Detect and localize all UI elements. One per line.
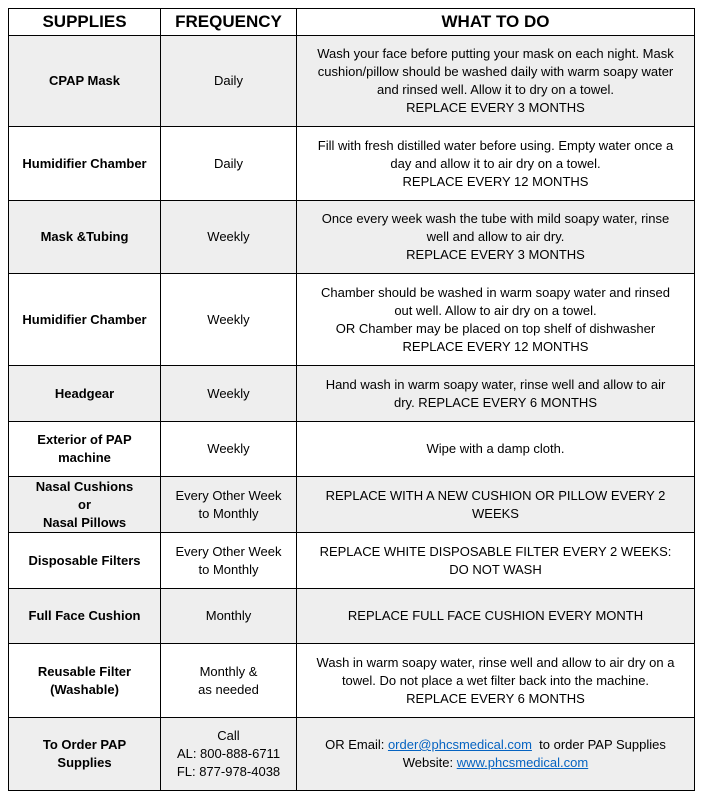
frequency-cell [161, 477, 297, 533]
supply-cell-line: Humidifier Chamber [22, 311, 147, 327]
table-row [9, 36, 695, 127]
instructions-cell-line: DO NOT WASH [449, 561, 542, 577]
frequency-cell-line: Daily [214, 73, 243, 88]
table-row [9, 274, 695, 366]
header-row [9, 9, 695, 36]
supply-cell-line: or [78, 496, 91, 512]
instructions-cell-line: REPLACE WHITE DISPOSABLE FILTER EVERY 2 WEEKS: [319, 543, 672, 559]
instructions-cell-line: Once every week wash the tube with mild soapy water, rinse [321, 211, 670, 226]
frequency-cell-line: Weekly [207, 311, 250, 327]
instructions-cell [297, 36, 695, 127]
frequency-cell [161, 589, 297, 644]
instructions-cell [297, 422, 695, 477]
instructions-cell-line: Fill with fresh distilled water before using. Empty water once a [317, 137, 674, 153]
frequency-cell-line: as needed [198, 681, 259, 697]
supply-cell [9, 533, 161, 589]
instructions-cell-line: Wipe with a damp cloth. [426, 441, 565, 456]
frequency-cell [161, 366, 297, 422]
supply-cell-line: Exterior of PAP [37, 432, 132, 447]
instructions-cell [297, 127, 695, 201]
frequency-cell [161, 533, 297, 589]
instructions-cell-line: out well. Allow to air dry on a towel. [394, 302, 597, 318]
email-link[interactable]: order@phcsmedical.com [387, 737, 532, 752]
supply-cell [9, 422, 161, 477]
instructions-cell [297, 644, 695, 718]
order-phone-cell-line: AL: 800-888-6711 [176, 746, 281, 761]
frequency-cell-line: Weekly [207, 441, 250, 456]
frequency-cell [161, 274, 297, 366]
instructions-cell-line: well and allow to air dry. [426, 229, 565, 244]
order-supply-cell-line: Supplies [57, 755, 112, 770]
supply-cell-line: CPAP Mask [48, 73, 121, 88]
instructions-cell-line: Wash in warm soapy water, rinse well and allow to air dry on a [316, 654, 675, 670]
email-prefix: OR Email: [325, 737, 388, 752]
order-phone-cell [161, 718, 297, 791]
frequency-cell-line: Every Other Week [175, 487, 282, 503]
frequency-cell [161, 201, 297, 274]
supply-cell [9, 274, 161, 366]
supplies-table [8, 8, 695, 791]
instructions-cell-line: towel. Do not place a wet filter back into the machine. [341, 672, 650, 688]
instructions-cell-line: cushion/pillow should be washed daily with warm soapy water [317, 64, 674, 79]
frequency-cell-line: Weekly [207, 385, 250, 401]
table-row [9, 201, 695, 274]
table-row [9, 477, 695, 533]
instructions-cell-line: REPLACE EVERY 3 MONTHS [406, 247, 585, 262]
frequency-cell-line: to Monthly [198, 561, 259, 577]
instructions-cell [297, 533, 695, 589]
supply-cell [9, 201, 161, 274]
instructions-cell-line: Chamber should be washed in warm soapy water and rinsed [320, 284, 671, 300]
table-row [9, 533, 695, 589]
order-contact-cell [297, 718, 695, 791]
frequency-cell-line: Monthly & [199, 663, 258, 679]
instructions-cell-line: REPLACE WITH A NEW CUSHION OR PILLOW EVERY 2 WEEKS [325, 487, 666, 521]
supply-cell [9, 589, 161, 644]
supply-cell [9, 366, 161, 422]
instructions-cell-line: and rinsed well. Allow it to dry on a towel. [376, 82, 614, 97]
supply-cell-line: Reusable Filter [37, 663, 132, 679]
frequency-cell-line: Daily [214, 155, 243, 171]
frequency-cell-line: to Monthly [198, 505, 259, 521]
supply-cell-line: Headgear [54, 385, 115, 401]
email-line [303, 736, 688, 754]
email-suffix: to order PAP Supplies [531, 737, 666, 752]
table-row [9, 366, 695, 422]
table-row [9, 589, 695, 644]
frequency-cell-line: Weekly [207, 229, 250, 244]
frequency-cell [161, 127, 297, 201]
instructions-cell [297, 366, 695, 422]
website-prefix: Website: [402, 755, 457, 770]
instructions-cell [297, 201, 695, 274]
website-link[interactable]: www.phcsmedical.com [456, 755, 589, 770]
instructions-cell-line: REPLACE EVERY 3 MONTHS [406, 100, 585, 115]
frequency-cell-line: Monthly [205, 608, 252, 623]
order-supply-cell [9, 718, 161, 791]
supply-cell-line: Nasal Pillows [42, 514, 127, 530]
header-supplies: SUPPLIES [9, 9, 161, 36]
instructions-cell-line: day and allow it to air dry on a towel. [390, 155, 601, 171]
frequency-cell [161, 36, 297, 127]
supply-cell [9, 36, 161, 127]
supply-cell [9, 127, 161, 201]
website-line [303, 754, 688, 772]
instructions-cell-line: REPLACE FULL FACE CUSHION EVERY MONTH [347, 608, 644, 623]
instructions-cell-line: REPLACE EVERY 12 MONTHS [402, 338, 589, 354]
frequency-cell-line: Every Other Week [175, 543, 282, 559]
instructions-cell-line: Wash your face before putting your mask on each night. Mask [317, 46, 674, 61]
supply-cell-line: Mask &Tubing [40, 229, 129, 244]
instructions-cell [297, 477, 695, 533]
header-what-to-do: WHAT TO DO [297, 9, 695, 36]
supply-cell-line: Humidifier Chamber [22, 155, 147, 171]
supply-cell-line: Disposable Filters [28, 552, 141, 568]
order-row [9, 718, 695, 791]
order-phone-cell-line: FL: 877-978-4038 [176, 764, 281, 779]
table-row [9, 644, 695, 718]
instructions-cell-line: dry. REPLACE EVERY 6 MONTHS [393, 394, 597, 410]
instructions-cell-line: REPLACE EVERY 6 MONTHS [406, 690, 585, 706]
supply-cell [9, 644, 161, 718]
supply-cell-line: (Washable) [50, 681, 119, 697]
order-supply-cell-line: To Order PAP [42, 737, 127, 752]
instructions-cell [297, 274, 695, 366]
order-phone-cell-line: Call [217, 728, 240, 743]
header-frequency: FREQUENCY [161, 9, 297, 36]
supply-cell-line: Full Face Cushion [28, 608, 141, 623]
supply-cell-line: Nasal Cushions [35, 478, 134, 494]
instructions-cell-line: OR Chamber may be placed on top shelf of dishwasher [335, 320, 656, 336]
table-row [9, 127, 695, 201]
frequency-cell [161, 422, 297, 477]
instructions-cell-line: Hand wash in warm soapy water, rinse well and allow to air [325, 376, 666, 392]
supply-cell [9, 477, 161, 533]
table-row [9, 422, 695, 477]
instructions-cell-line: REPLACE EVERY 12 MONTHS [402, 173, 589, 189]
instructions-cell [297, 589, 695, 644]
supply-cell-line: machine [58, 450, 111, 465]
table-body [9, 36, 695, 791]
frequency-cell [161, 644, 297, 718]
